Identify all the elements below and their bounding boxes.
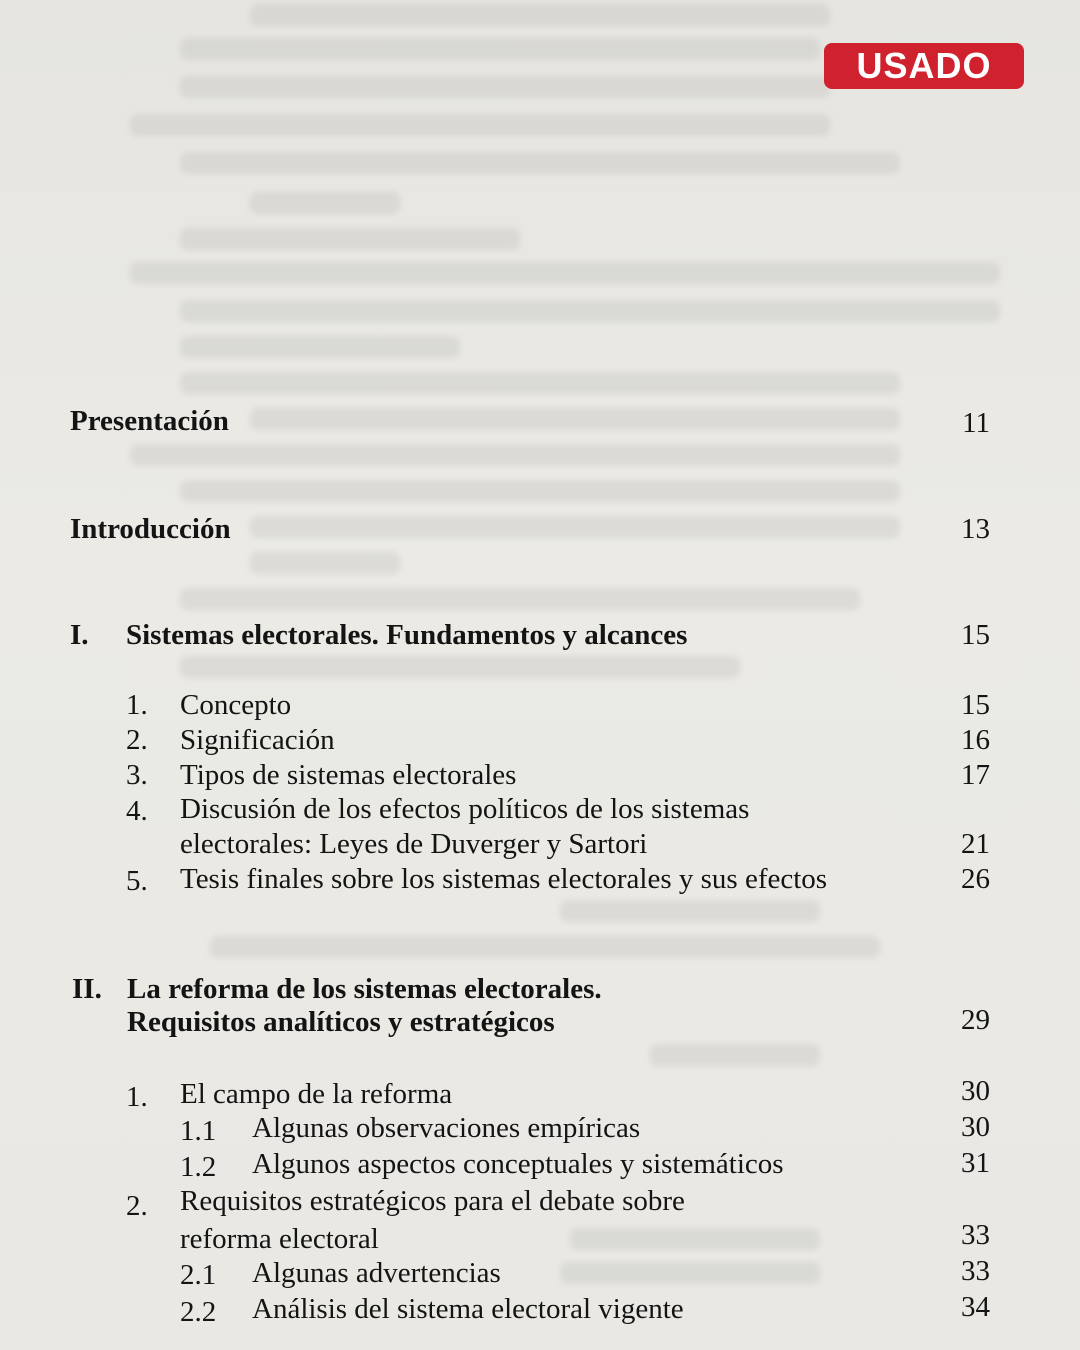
section-title: El campo de la reforma: [180, 1078, 453, 1110]
section-page: 17: [961, 759, 990, 791]
section-number: 4.: [126, 795, 148, 827]
section-number: 5.: [126, 865, 148, 897]
chapter-title-continuation: Requisitos analíticos y estratégicos: [127, 1006, 555, 1038]
section-number: 1.: [126, 689, 148, 721]
toc-entry-presentacion: Presentación: [70, 405, 229, 437]
subsection-number: 2.2: [180, 1296, 217, 1328]
subsection-title: Algunas observaciones empíricas: [252, 1112, 641, 1144]
section-page: 33: [961, 1219, 990, 1251]
subsection-number: 2.1: [180, 1259, 217, 1291]
used-badge: USADO: [824, 43, 1024, 89]
toc-page-introduccion: 13: [961, 513, 990, 545]
subsection-number: 1.2: [180, 1151, 217, 1183]
chapter-numeral: II.: [72, 973, 102, 1005]
toc-entry-introduccion: Introducción: [70, 513, 231, 545]
section-page: 30: [961, 1075, 990, 1107]
section-title: Requisitos estratégicos para el debate sobre: [180, 1185, 685, 1217]
subsection-page: 33: [961, 1255, 990, 1287]
section-title-continuation: reforma electoral: [180, 1223, 379, 1255]
subsection-number: 1.1: [180, 1115, 217, 1147]
section-number: 1.: [126, 1081, 148, 1113]
subsection-title: Algunas advertencias: [252, 1257, 501, 1289]
subsection-page: 30: [961, 1111, 990, 1143]
chapter-title: Sistemas electorales. Fundamentos y alcances: [126, 619, 688, 651]
section-title: Discusión de los efectos políticos de los sistemas: [180, 793, 750, 825]
subsection-page: 31: [961, 1147, 990, 1179]
chapter-page: 15: [961, 619, 990, 651]
section-title: Concepto: [180, 689, 292, 721]
section-page: 15: [961, 689, 990, 721]
section-title: Tesis finales sobre los sistemas electorales y sus efectos: [180, 863, 828, 895]
toc-page-presentacion: 11: [962, 407, 990, 439]
section-title: Significación: [180, 724, 335, 756]
subsection-page: 34: [961, 1291, 990, 1323]
chapter-title: La reforma de los sistemas electorales.: [127, 973, 602, 1005]
section-number: 3.: [126, 759, 148, 791]
section-page: 21: [961, 828, 990, 860]
section-number: 2.: [126, 1190, 148, 1222]
chapter-page: 29: [961, 1004, 990, 1036]
section-number: 2.: [126, 724, 148, 756]
section-page: 26: [961, 863, 990, 895]
section-title: Tipos de sistemas electorales: [180, 759, 517, 791]
subsection-title: Algunos aspectos conceptuales y sistemáticos: [252, 1148, 784, 1180]
chapter-numeral: I.: [70, 619, 89, 651]
subsection-title: Análisis del sistema electoral vigente: [252, 1293, 684, 1325]
section-title-continuation: electorales: Leyes de Duverger y Sartori: [180, 828, 648, 860]
section-page: 16: [961, 724, 990, 756]
